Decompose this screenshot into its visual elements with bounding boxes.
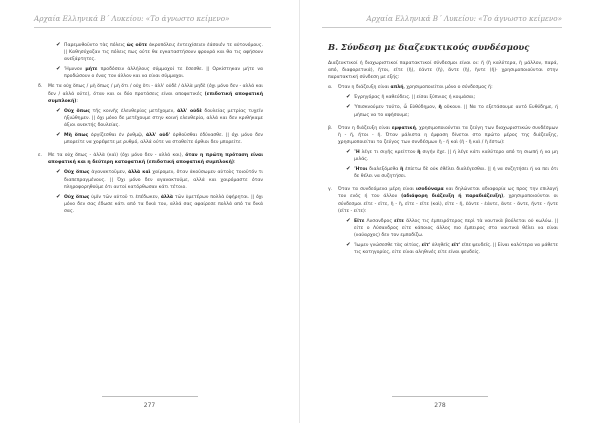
example-text: Οὐχ ὅπως ἀγανακτοῦμεν, ἀλλὰ καὶ χαίρομεν, ὅταν ἀκούσωμεν αὐτοὺς τοιοῦτόν τι διαπεπραγμένους. || Όχι μόνο δεν αγανακτούμε, αλλά και χαιρόμαστε όταν πληροφορηθούμε ότι αυτοί κατόρθωσαν κάτι τέτοιο. bbox=[64, 170, 263, 190]
running-header-left: Αρχαία Ελληνικά Β΄ Λυκείου: «Το άγνωστο κείμενο» bbox=[34, 14, 271, 28]
example-check bbox=[346, 104, 558, 118]
left-page-content bbox=[38, 42, 263, 218]
checkmark-icon: ✔ bbox=[346, 148, 351, 155]
item-letter: δ. bbox=[38, 84, 43, 90]
checkmark-icon: ✔ bbox=[56, 132, 61, 139]
example-check bbox=[56, 42, 263, 63]
right-page bbox=[300, 0, 600, 423]
rule-item-e bbox=[38, 152, 263, 218]
checkmark-icon: ✔ bbox=[56, 169, 61, 176]
checkmark-icon: ✔ bbox=[346, 241, 351, 248]
example-check bbox=[56, 169, 263, 190]
item-letter: α. bbox=[328, 85, 333, 91]
item-letter: γ. bbox=[328, 187, 333, 193]
example-check bbox=[346, 94, 558, 101]
example-check bbox=[346, 242, 558, 256]
item-letter: ε. bbox=[38, 153, 42, 159]
checkmark-icon: ✔ bbox=[346, 104, 351, 111]
example-check bbox=[56, 132, 263, 146]
example-check bbox=[56, 108, 263, 129]
example-text: Ἤτοι διαλεξόμεθα ἢ ἐπίετω δὲ οὐκ ἐθέλει διαλέγεσθαι. || ή να συζητήσει ή να πει ότι δε θέλει να συζητήσει. bbox=[354, 167, 558, 180]
rule-text: Όταν τα συνδεόμενα μέρη είναι ισοδύναμα και δηλώνεται αδιαφορία ως προς την επιλογή του ενός ή του άλλου (αδιάφορη διάζευξη ή παραδιάζευξη), χρησιμοποιούνται οι σύνδεσμοι εἴτε - εἴτε, ἢ - ἢ, εἴτε - εἴτε (καὶ), εἴτε - ἤ, ἐάντε - ἐάντε, ἄντε - ἄντε, ἤντε - ἤντε (εἴτε - είτε): bbox=[338, 187, 558, 214]
checkmark-icon: ✔ bbox=[346, 166, 351, 173]
item-letter: β. bbox=[328, 125, 333, 131]
example-check bbox=[346, 166, 558, 180]
right-page-content bbox=[328, 42, 558, 259]
checkmark-icon: ✔ bbox=[346, 94, 351, 101]
example-text: Μὴ ὅπως ὀργίζεσθαι ἐν ῥυθμῷ, ἀλλ' οὐδ' ὀρθοῦσθαι ἐδύνασθε. || όχι μόνο δεν μπορείτε να χορέψετε με ρυθμό, αλλά ούτε να σταθείτε όρθιοι δεν μπορείτε. bbox=[64, 133, 263, 146]
example-text: Ἐγρηγόρας ἢ καθεύδεις. || είσαι ξύπνιος ή κοιμάσαι; bbox=[354, 95, 476, 101]
example-text: Οὐχ ὅπως τῆς κοινῆς ἐλευθερίας μετέχομεν, ἀλλ' οὐδὲ δουλείας μετρίας τυχεῖν ἠξιώθημεν. || όχι μόνο δε μετέχουμε στην κοινή ελευθερία, αλλά και δεν κρ​ιθήκαμε άξιοι ανεκτής δουλείας. bbox=[64, 108, 264, 128]
rule-text: Με τα οὐχ ὅπως / μὴ ὅπως / μὴ ὅτι / οὐχ ὅτι - ἀλλ' οὐδὲ / ἀλλὰ μηδὲ (όχι μόνο δεν - αλλά και δεν / αλλά ούτε), όταν και οι δύο προτάσεις είναι αποφατικές (επιδοτική αποφατική συμπλοκή): bbox=[48, 84, 264, 104]
page-number-left: 277 bbox=[30, 402, 269, 409]
checkmark-icon: ✔ bbox=[56, 66, 61, 73]
rule-text: Με τα οὐχ ὅπως - ἀλλὰ (καὶ) (όχι μόνο δεν - αλλά και), όταν η πρώτη πρόταση είναι αποφατική και η δεύτερη καταφατική (επιδοτική αποφατική συμπλοκή): bbox=[48, 153, 264, 166]
example-check bbox=[56, 66, 263, 80]
checkmark-icon: ✔ bbox=[56, 193, 61, 200]
example-text: Οὐχ ὅπως ὑμῖν τῶν αὐτοῦ τι ἐπέδωκεν, ἀλλὰ τῶν ὑμετέρων πολλὰ ὑφήρηται. || όχι μόνο δεν σας έδωσε κάτι από τα δικά του, αλλά σας αφαίρεσε πολλά από τα δικά σας. bbox=[64, 194, 263, 214]
rule-text: Όταν η διάζευξη είναι απλή, χρησιμοποιείται μόνο ο σύνδεσμος ἤ: bbox=[338, 85, 493, 91]
rule-item-d bbox=[38, 83, 263, 149]
section-intro: Διαζευκτικοί ή διαχωριστικοί παρατακτικοί σύνδεσμοι είναι οι: ἤ (ἢ καλύτερα, ἢ μάλλον, παρά, από, διαφορετικά), ἤτοι, εἴτε (ἤ), ἐάντε (ἤ), ἄντε (ἤ), ἤντε (ἤ)· χρησιμοποιούνται στην παρατακτική σύνδεση με εξής: bbox=[328, 61, 558, 81]
example-text: Ἢ λέγε τι σιγῆς κρείττον ἢ σιγήν ἔχε. || ή λέγε κάτι καλύτερο από τη σιωπή ή να μη μιλάς. bbox=[354, 149, 559, 163]
section-title: Β. Σύνδεση με διαζευκτικούς συνδέσμους bbox=[328, 42, 530, 52]
rule-item-a bbox=[328, 84, 558, 121]
example-text: Εἴτε Λυσανδρος εἴτε ἄλλος τις ἐμπειρότερος περὶ τὰ ναυτικὰ βούλεται οὐ κωλύω. || είτε ο Λύσανδρος είτε κάποιος άλλος πιο έμπειρος στα ναυτικά θέλει να είναι (ναύαρχος) δεν τον εμποδίζω. bbox=[354, 218, 558, 238]
page-number-right: 278 bbox=[320, 402, 560, 409]
example-text: Ἴωμεν γνώσεσθε τὰς αἰτίας, εἴτ' ἀληθεῖς εἴτ' εἴπε ψευδεῖς. || Είναι καλύτερα να μάθετε τις κατηγορίες, είτε είναι αληθινές είτε είναι ψευδείς. bbox=[354, 242, 559, 256]
example-text: Ἤμυνον μήτε προδόσειν ἀλλήλους σύμμαχοί τε ἔσεσθε. || Ορκίστηκαν μήτε να προδώσουν ο ένας τον άλλον και να είναι σύμμαχοι. bbox=[64, 67, 263, 80]
rule-text: Όταν η διάζευξη είναι εμφατική, χρησιμοποιούνται τα ζεύγη των διαχωριστικών συνδέσμων ἢ - ἤ, ἤτοι - ἤ. Όταν μάλιστα η έμφαση δίνεται στο πρώτο μέρος της διάζευξης, χρησιμοποιείται το ζεύγος των συνδέσμων ἤ - ἤ καὶ (ἢ - ἢ καὶ / ἢ ἔστω): bbox=[338, 125, 558, 145]
checkmark-icon: ✔ bbox=[346, 217, 351, 224]
example-check bbox=[56, 194, 263, 215]
example-text: Παρεμυθοῦντο τὰς πόλεις ὡς οὔτε ἀκροπόλεις ἐντειχίσειεν ἐάσοιέν τε αὐτονόμους. || Καθησύχαζαν τις πόλεις πως ούτε θα εγκαταστήσουν φρουρά και θα τις αφήσουν ανεξάρτητες. bbox=[64, 43, 263, 63]
rule-item-g bbox=[328, 186, 558, 259]
example-text: Ὑπισκνούμεν τούτο, ὦ Εὐθύδημον, ἢ οὔκουν. || Να το εξετάσουμε αυτό Ευθύδημε, ή μήπως να το αφήσουμε; bbox=[354, 105, 558, 118]
rule-item-b bbox=[328, 125, 558, 184]
checkmark-icon: ✔ bbox=[56, 107, 61, 114]
example-check bbox=[346, 218, 558, 239]
running-header-right: Αρχαία Ελληνικά Β΄ Λυκείου: «Το άγνωστο κείμενο» bbox=[322, 14, 562, 28]
checkmark-icon: ✔ bbox=[56, 42, 61, 48]
example-check bbox=[346, 149, 558, 163]
